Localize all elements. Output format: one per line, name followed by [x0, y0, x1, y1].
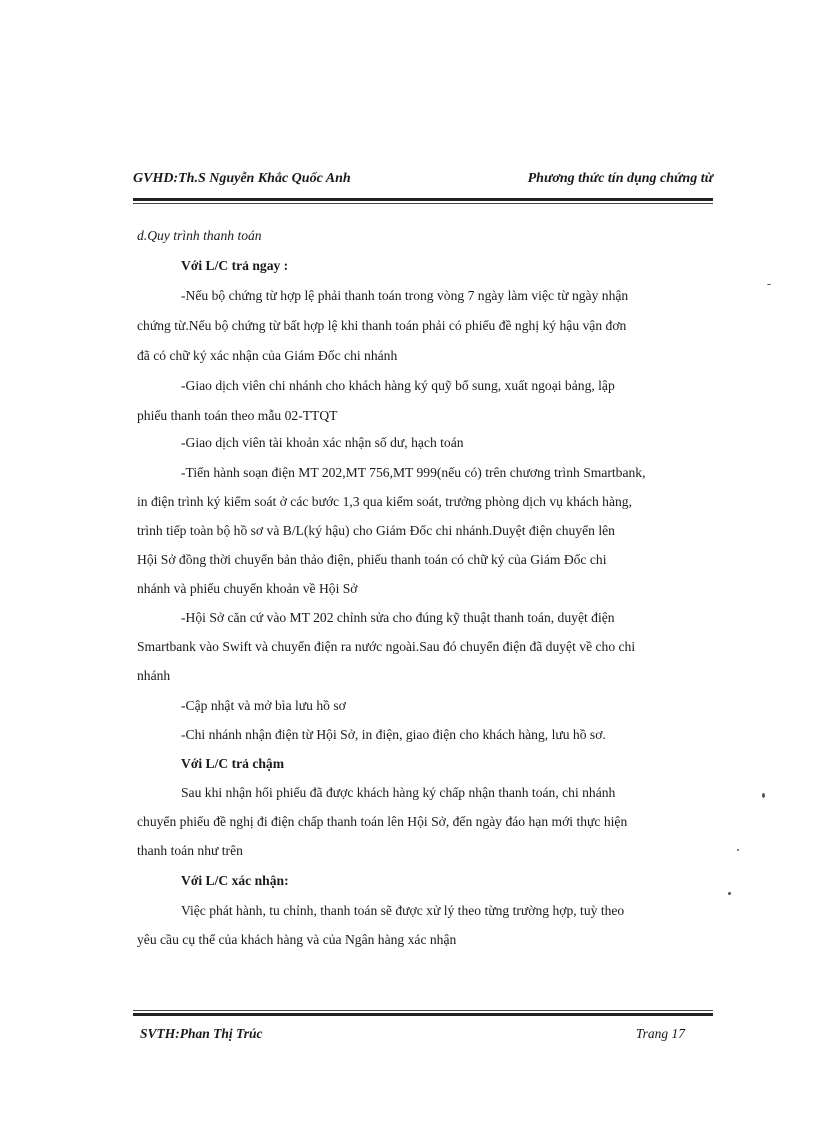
footer-rule-thick [133, 1013, 713, 1016]
paragraph-line: nhánh [137, 668, 171, 683]
paragraph-line: nhánh và phiếu chuyển khoản về Hội Sở [137, 581, 358, 596]
paragraph-line: Hội Sở đồng thời chuyển bản thảo điện, phiếu thanh toán có chữ ký của Giám Đốc chi [137, 552, 607, 567]
paragraph-line: phiếu thanh toán theo mẫu 02-TTQT [137, 408, 338, 423]
section-title: d.Quy trình thanh toán [137, 228, 262, 243]
paragraph-line: -Tiến hành soạn điện MT 202,MT 756,MT 999(nếu có) trên chương trình Smartbank, [181, 465, 646, 480]
header-rule-thick [133, 198, 713, 201]
paragraph-line: yêu cầu cụ thể của khách hàng và của Ngân hàng xác nhận [137, 932, 457, 947]
heading-lc-at-sight: Với L/C trả ngay : [181, 258, 289, 273]
paragraph-line: thanh toán như trên [137, 843, 243, 858]
header-advisor: GVHD:Th.S Nguyễn Khắc Quốc Anh [133, 171, 351, 186]
scan-speck [767, 284, 771, 285]
paragraph-line: Smartbank vào Swift và chuyển điện ra nước ngoài.Sau đó chuyển điện đã duyệt về cho chi [137, 639, 636, 654]
scan-speck [737, 849, 739, 851]
paragraph-line: Sau khi nhận hối phiếu đã được khách hàng ký chấp nhận thanh toán, chi nhánh [181, 785, 616, 800]
scan-speck [762, 793, 765, 798]
paragraph-line: -Giao dịch viên tài khoản xác nhận số dư, hạch toán [181, 435, 464, 450]
footer-rule-thin [133, 1010, 713, 1011]
footer-page-number: Trang 17 [635, 1026, 685, 1041]
paragraph-line: -Nếu bộ chứng từ hợp lệ phải thanh toán trong vòng 7 ngày làm việc từ ngày nhận [181, 288, 629, 303]
page-footer [140, 1026, 685, 1046]
paragraph-line: chứng từ.Nếu bộ chứng từ bất hợp lệ khi thanh toán phải có phiếu đề nghị ký hậu vận đơn [137, 318, 627, 333]
paragraph-line: Việc phát hành, tu chỉnh, thanh toán sẽ được xử lý theo từng trường hợp, tuỳ theo [181, 903, 625, 918]
heading-lc-confirmed: Với L/C xác nhận: [181, 873, 289, 888]
paragraph-line: đã có chữ ký xác nhận của Giám Đốc chi nhánh [137, 348, 398, 363]
heading-lc-deferred: Với L/C trả chậm [181, 756, 285, 771]
paragraph-line: in điện trình ký kiểm soát ở các bước 1,3 qua kiểm soát, trưởng phòng dịch vụ khách hàng, [137, 494, 632, 509]
scan-speck [728, 892, 731, 895]
paragraph-line: trình tiếp toàn bộ hồ sơ và B/L(ký hậu) cho Giám Đốc chi nhánh.Duyệt điện chuyển lên [137, 523, 615, 538]
paragraph-line: -Hội Sở căn cứ vào MT 202 chỉnh sửa cho đúng kỹ thuật thanh toán, duyệt điện [181, 610, 615, 625]
paragraph-line: -Chi nhánh nhận điện từ Hội Sở, in điện, giao điện cho khách hàng, lưu hồ sơ. [181, 727, 606, 742]
footer-student: SVTH:Phan Thị Trúc [140, 1026, 263, 1041]
header-rule-thin [133, 203, 713, 204]
paragraph-line: -Giao dịch viên chi nhánh cho khách hàng ký quỹ bổ sung, xuất ngoại bảng, lập [181, 378, 615, 393]
header-topic: Phương thức tín dụng chứng từ [527, 171, 713, 186]
paragraph-line: -Cập nhật và mở bìa lưu hồ sơ [181, 698, 346, 713]
paragraph-line: chuyển phiếu đề nghị đi điện chấp thanh toán lên Hội Sở, đến ngày đáo hạn mới thực hiện [137, 814, 628, 829]
page-header [133, 171, 713, 193]
